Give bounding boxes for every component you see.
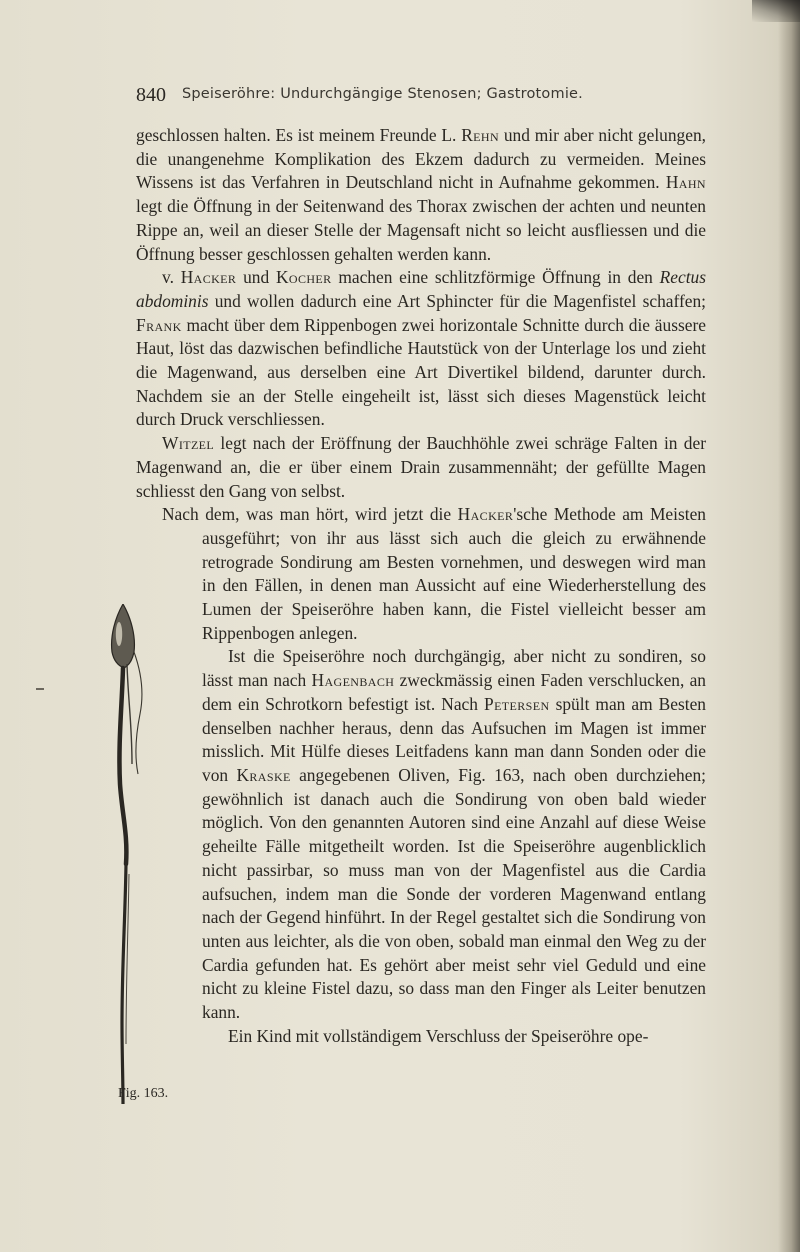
figure-wrap-spacer [134, 527, 202, 1057]
text-run: und [236, 267, 276, 288]
figure-caption: Fig. 163. [118, 1086, 169, 1101]
margin-mark [36, 688, 44, 690]
author-name: Petersen [484, 693, 550, 714]
paragraph-3 [136, 432, 706, 503]
paragraph-4 [136, 503, 706, 645]
running-head: Speiseröhre: Undurchgängige Stenosen; Gastrotomie. [182, 86, 583, 102]
author-name: Witzel [162, 433, 215, 454]
probe-shaft-upper [119, 668, 126, 864]
text-run: Ist die Speiseröhre noch durchgängig, aber nicht zu sondiren, so lässt man nach [202, 646, 706, 691]
author-name: Hacker [457, 504, 514, 525]
text-run: zweckmässig einen Faden verschlucken, an dem ein Schrotkorn befestigt ist. Nach [202, 670, 707, 714]
page-number: 840 [136, 84, 166, 106]
text-run: legt die Öffnung in der Seitenwand des Thorax zwischen der achten und neunten Rippe an, weil an dieser Stelle der Magensaft nicht so leicht ausfliessen und die Öffnung besser geschlossen gehalten werden kann. [136, 196, 706, 264]
olive-highlight [116, 622, 122, 646]
text-run: Ein Kind mit vollständigem Verschluss der Speiseröhre ope- [228, 1025, 649, 1046]
italic-term: Rectus abdominis [136, 267, 706, 311]
text-run: gleich zu erwähnende retrograde Sondirung am Besten vornehmen, und deswegen wird man in den Fällen, in denen man Aussicht auf eine Wiederherstellung des Lumen der Speiseröhre haben kann, die Fistel vielleicht besser am Rippenbogen anlegen. [202, 527, 707, 643]
text-run: und mir aber nicht gelungen, die unangenehme Komplikation des Ekzem dadurch zu vermeiden. Meines Wissens ist das Verfahren in Deutschland nicht in Aufnahme gekommen. [136, 125, 706, 193]
author-name: Kocher [275, 267, 332, 288]
page-corner-shadow [752, 0, 800, 22]
text-run: v. [162, 267, 181, 288]
text-run: legt nach der Eröffnung der Bauchhöhle zwei schräge Falten in der Magenwand an, die er über einem Drain zusammennäht; der gefüllte Magen schliesst den Gang von selbst. [136, 433, 706, 501]
text-run: geschlossen halten. Es ist meinem Freunde L. [136, 125, 462, 145]
page-header [136, 84, 696, 108]
paragraph-2 [136, 266, 706, 432]
paragraph-6 [136, 1025, 706, 1049]
text-run: 'sche Methode am Meisten ausgeführt; von ihr aus lässt sich auch die [202, 504, 706, 548]
author-name: Hagenbach [311, 670, 395, 691]
text-run: angegebenen Oliven, Fig. 163, nach oben durchziehen; gewöhnlich ist danach auch die Sondirung von oben bald wieder möglich. Von den genannten Autoren sind eine Anzahl auf diese Weise geheilte Fälle mitgetheilt worden. Ist die Speiseröhre augenblicklich nicht passirbar, so muss man von der Magenfistel aus die Cardia aufsuchen, indem man die Sonde der vorderen Magenwand entlang nach der Gegend hinführt. In der Regel gestaltet sich die Sondirung von unten aus leichter, als die von oben, sobald man einmal den Weg zu der Cardia gefunden hat. Es gehört aber meist sehr viel Geduld und eine nicht zu kleine Fistel dazu, so dass man den Finger als Leiter benutzen kann. [202, 764, 706, 1023]
author-name: Kraske [236, 764, 291, 785]
author-name: Rehn [461, 125, 500, 145]
author-name: Frank [136, 314, 182, 335]
text-run: Nach dem, was man hört, wird jetzt die [162, 504, 458, 525]
text-run: spült man am Besten denselben nachher heraus, denn das Aufsuchen im Magen ist immer misslich. Mit Hülfe dieses Leitfadens kann man dann Sonden oder die von [202, 693, 706, 785]
author-name: Hahn [665, 172, 706, 193]
paragraph-5 [136, 645, 706, 1024]
text-run: machen eine schlitzförmige Öffnung in den [331, 267, 660, 288]
body-text [136, 124, 706, 1057]
olive-tip-shape [112, 604, 135, 668]
author-name: Hacker [180, 267, 237, 288]
text-run: und wollen dadurch eine Art Sphincter für die Magenfistel schaffen; [208, 290, 706, 311]
text-run: macht über dem Rippenbogen zwei horizontale Schnitte durch die äussere Haut, löst das dazwischen befindliche Hautstück von der Unterlage los und zieht die Magenwand, aus derselben eine Art Divertikel bildend, darunter durch. Nachdem sie an der Stelle eingeheilt ist, lässt sich dieses Magenstück leicht durch Druck verschliessen. [136, 314, 706, 430]
page-binding-shadow [778, 0, 800, 1252]
probe-shaft-upper-right [127, 664, 132, 764]
probe-shaft-lower [122, 864, 126, 1104]
paragraph-1 [136, 124, 706, 266]
